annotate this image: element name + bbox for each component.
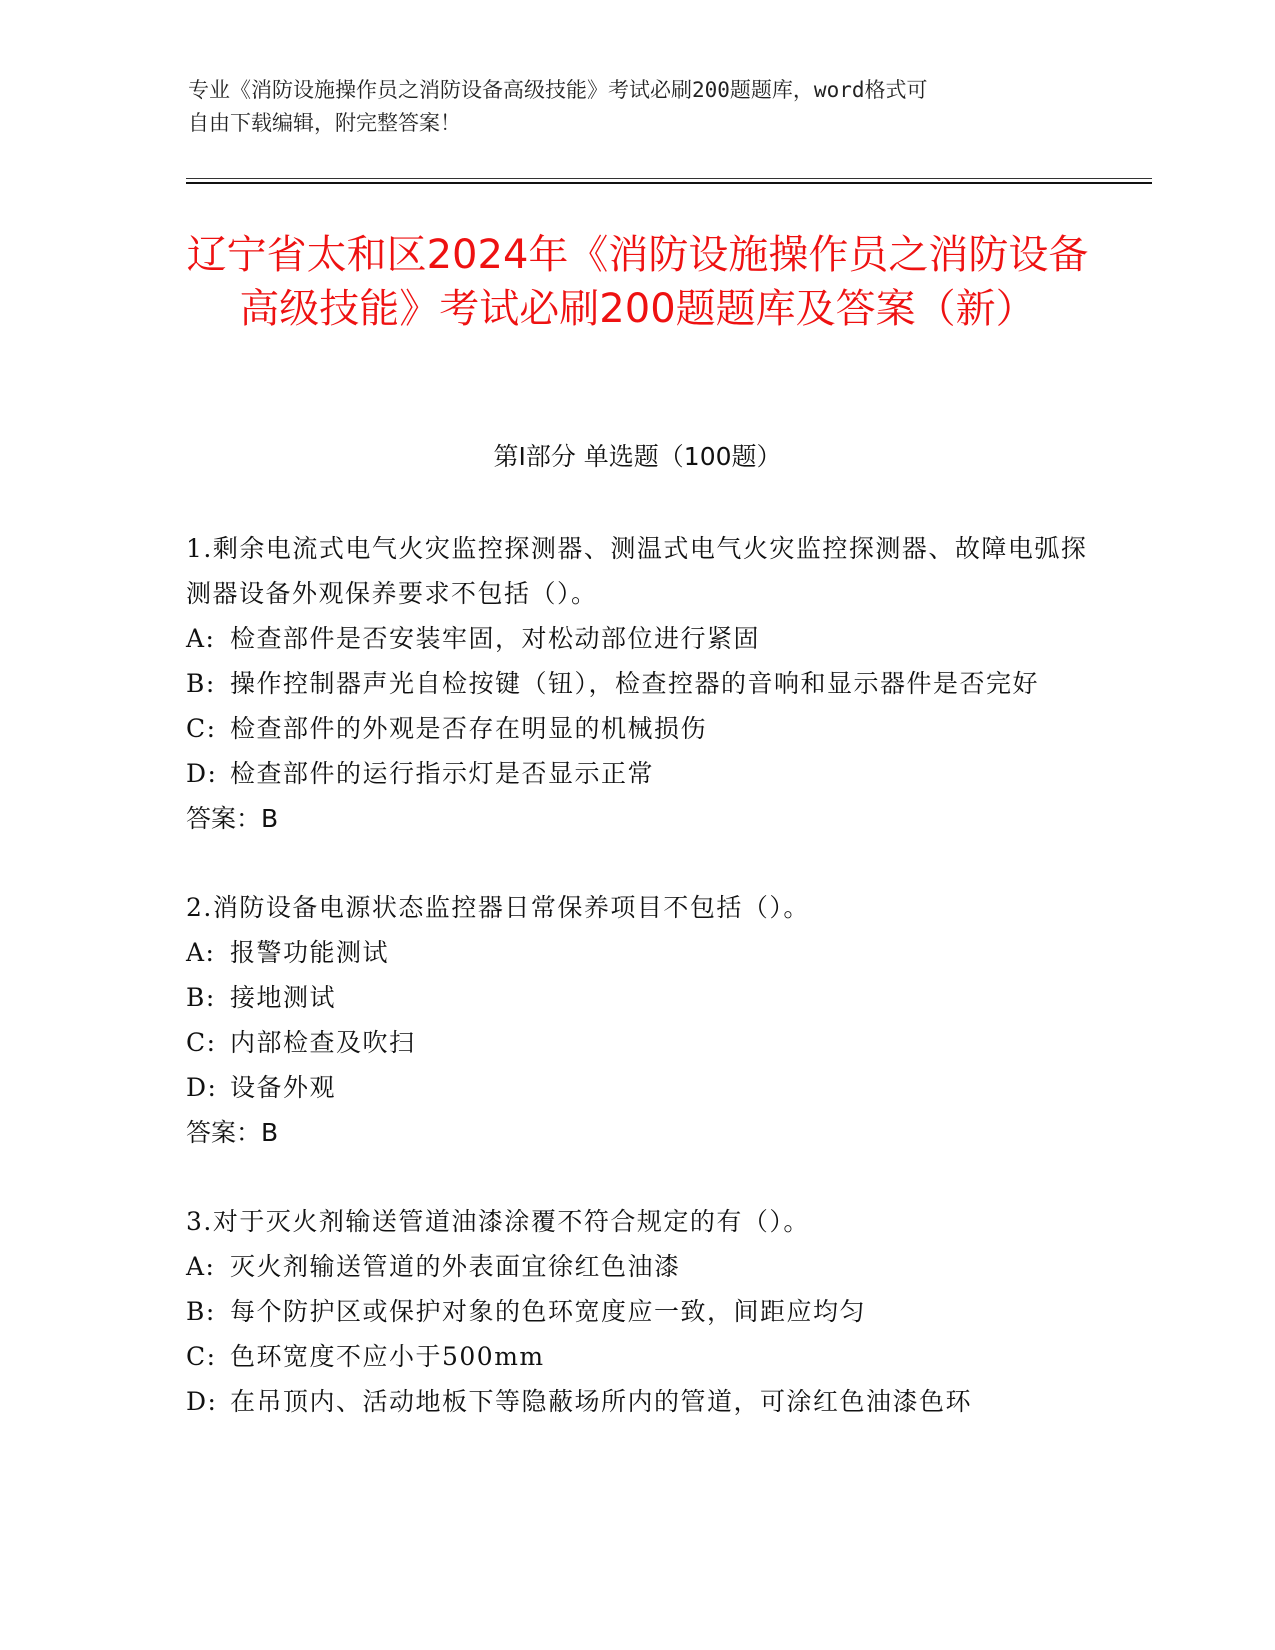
option-text: 在吊顶内、活动地板下等隐蔽场所内的管道，可涂红色油漆色环 [230,1387,973,1416]
header-note [188,74,1068,140]
option-a [186,930,1091,975]
option-letter: B: [186,1297,216,1326]
question-stem: 1.剩余电流式电气火灾监控探测器、测温式电气火灾监控探测器、故障电弧探测器设备外观保养要求不包括（）。 [186,534,1088,608]
option-text: 灭火剂输送管道的外表面宜徐红色油漆 [230,1252,681,1281]
question-stem: 3.对于灭火剂输送管道油漆涂覆不符合规定的有（）。 [186,1207,810,1236]
option-c [186,1334,1091,1379]
option-d [186,1379,1091,1424]
option-letter: A: [186,1252,216,1281]
option-letter: D: [186,759,218,788]
option-letter: A: [186,938,216,967]
document-title: 辽宁省太和区2024年《消防设施操作员之消防设备高级技能》考试必刷200题题库及答案（新） [186,232,1089,332]
option-text: 检查部件的运行指示灯是否显示正常 [230,759,655,788]
option-c [186,1020,1091,1065]
option-text: 设备外观 [230,1073,337,1102]
question-1 [186,526,1091,841]
answer-line: 答案：B [186,1118,279,1147]
option-letter: B: [186,669,216,698]
header-rule-thick [186,182,1152,184]
answer-line: 答案：B [186,804,279,833]
question-list [186,526,1091,1468]
option-letter: A: [186,624,216,653]
option-text: 色环宽度不应小于500mm [230,1342,545,1371]
option-a [186,1244,1091,1289]
option-text: 操作控制器声光自检按键（钮），检查控器的音响和显示器件是否完好 [230,669,1040,698]
option-text: 检查部件的外观是否存在明显的机械损伤 [230,714,708,743]
header-note-line-1: 专业《消防设施操作员之消防设备高级技能》考试必刷200题题库，word格式可 [188,78,928,102]
header-rule-thin [186,178,1152,179]
option-a [186,616,1091,661]
option-b [186,661,1091,706]
question-stem: 2.消防设备电源状态监控器日常保养项目不包括（）。 [186,893,810,922]
option-text: 每个防护区或保护对象的色环宽度应一致，间距应均匀 [230,1297,867,1326]
option-letter: B: [186,983,216,1012]
question-3 [186,1199,1091,1424]
header-note-line-2: 自由下载编辑，附完整答案！ [188,111,461,135]
section-title: 第Ⅰ部分 单选题（100题） [493,442,782,471]
option-c [186,706,1091,751]
option-d [186,751,1091,796]
option-text: 接地测试 [230,983,337,1012]
option-letter: D: [186,1387,218,1416]
question-2 [186,885,1091,1155]
option-d [186,1065,1091,1110]
option-b [186,1289,1091,1334]
option-letter: D: [186,1073,218,1102]
option-b [186,975,1091,1020]
option-text: 内部检查及吹扫 [230,1028,416,1057]
option-text: 报警功能测试 [230,938,390,967]
option-letter: C: [186,1342,217,1371]
option-letter: C: [186,714,217,743]
option-letter: C: [186,1028,217,1057]
option-text: 检查部件是否安装牢固，对松动部位进行紧固 [230,624,761,653]
